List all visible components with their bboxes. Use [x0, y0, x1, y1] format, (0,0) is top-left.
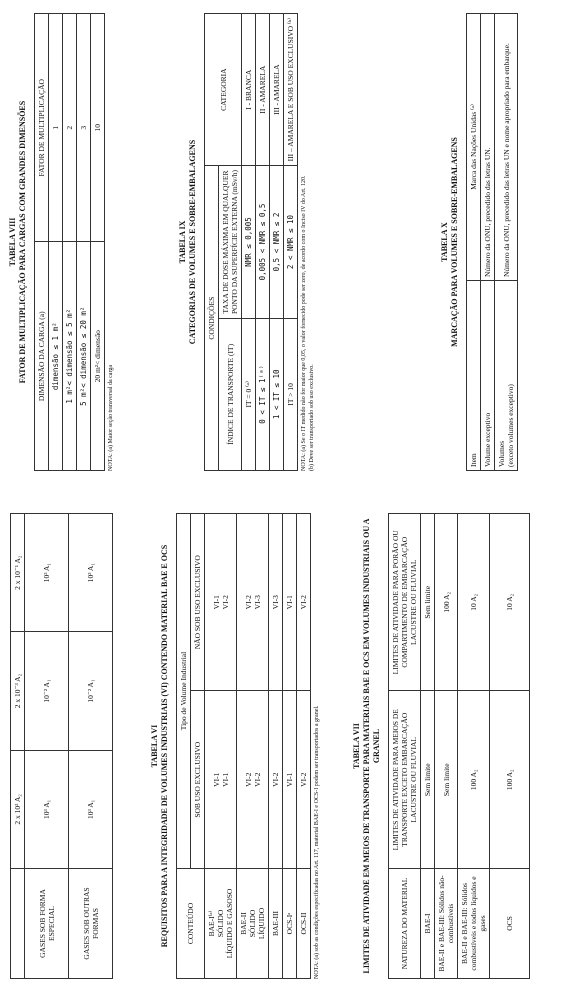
table-row: [256, 14, 270, 471]
column-header: FATOR DE MULTIPLICAÇÃO: [35, 14, 49, 243]
table-cell: dimensão ≤ 1 m²: [49, 242, 63, 471]
table-cell: BAE-II e BAE-III: Sólidos combustíveis e todos líquidos e gases: [458, 869, 490, 979]
table-row: [49, 14, 63, 471]
table-cell: VI-1: [283, 691, 297, 869]
table-cell: 100 A₂: [490, 691, 530, 869]
table-row: [237, 514, 269, 979]
table-cell: VI-2: [297, 691, 311, 869]
table-cell: IT = 0 ⁽ᵃ⁾: [242, 318, 256, 470]
table-ix-title: TABELA IX: [178, 220, 187, 264]
table-cell: 2 x 10⁻³ A₂: [11, 632, 25, 750]
column-header: NATUREZA DO MATERIAL: [389, 869, 421, 979]
table-cell: VI-2: [269, 691, 283, 869]
table-row: [458, 514, 490, 979]
table-cell: BAE-II SÓLIDO LÍQUIDO: [237, 869, 269, 979]
table-cell: VI-1 VI-2: [205, 514, 237, 692]
table-cell: NMR ≤ 0,005: [242, 166, 256, 318]
table-row: [242, 14, 256, 471]
table-row: [205, 514, 237, 979]
table-x-title: TABELA X: [440, 222, 449, 262]
table-cell: 2 x 10³ A₂: [11, 750, 25, 868]
table-cell: 0,005 < NMR ≤ 0,5: [256, 166, 270, 318]
table-cell: Número da ONU, precedido das letras UN e nome apropriado para embarque.: [495, 14, 518, 281]
table-cell: OCS-II: [297, 869, 311, 979]
table-cell: 20 m²< dimensão: [91, 242, 105, 471]
table-cell: 10³ A₁: [25, 514, 69, 632]
table-row: [35, 14, 49, 471]
table-cell: Sem limite: [435, 691, 458, 869]
table-cell: 0 < IT ≤ 1⁽ᵃ⁾: [256, 318, 270, 470]
table-cell: 0,5 < NMR ≤ 2: [270, 166, 284, 318]
table-cell: Sem limite: [421, 514, 435, 692]
table-cell: BAE-III: [269, 869, 283, 979]
table-cell: 3: [77, 14, 91, 243]
column-header: DIMENSÃO DA CARGA (a): [35, 242, 49, 471]
table-row: [467, 14, 481, 471]
table-row: [69, 514, 113, 979]
table-row: [270, 14, 284, 471]
table-cell: 2: [63, 14, 77, 243]
table-row: [91, 14, 105, 471]
table-cell: 10⁻² A₁: [25, 632, 69, 750]
table-ix-note-a: NOTA: (a) Se o IT medido não for maior que 0,05, o valor fornecido pode ser zero, de acordo com o Inciso IV do Art. 120.: [301, 175, 307, 471]
table-cell: 10⁻² A₁: [69, 632, 113, 750]
table-vi-subtitle: REQUISITOS PARA A INTEGRIDADE DE VOLUMES INDUSTRIAIS (VI) CONTENDO MATERIAL BAE E OCS: [160, 544, 169, 948]
column-header: NÃO SOB USO EXCLUSIVO: [191, 514, 205, 692]
table-cell: 10: [91, 14, 105, 243]
table-cell: [11, 869, 25, 979]
table-cell: 5 m²< dimensão ≤ 20 m²: [77, 242, 91, 471]
table-row: [177, 514, 191, 979]
column-header: LIMITES DE ATIVIDADE PARA MEIOS DE TRANSPORTE EXCETO EMBARCAÇÃO LACUSTRE OU FLUVIAL: [389, 691, 421, 869]
table-cell: 10³ A₁: [69, 514, 113, 632]
table-ix-section: [178, 13, 316, 471]
page-header-table: [10, 513, 113, 979]
column-header: CATEGORIA: [205, 14, 242, 166]
table-cell: VI-2 VI-2: [237, 691, 269, 869]
table-cell: BAE-I⁽ᵃ⁾ SÓLIDO LÍQUIDO E GASOSO: [205, 869, 237, 979]
table-row: [269, 514, 283, 979]
table-x-subtitle: MARCAÇÃO PARA VOLUMES E SOBRE-EMBALAGENS: [450, 137, 459, 347]
table-cell: 10³ A₁: [69, 750, 113, 868]
table-cell: Número da ONU, precedido das letras UN.: [481, 14, 495, 281]
table-ix-subtitle: CATEGORIAS DE VOLUMES E SOBRE-EMBALAGENS: [188, 139, 197, 345]
table-x-section: [440, 13, 518, 471]
table-row: [205, 14, 219, 471]
table-cell: III - AMARELA: [270, 14, 284, 166]
column-header: Tipo de Volume Industrial: [177, 514, 191, 869]
table-cell: 1: [49, 14, 63, 243]
table-cell: OCS-Iᵃ: [283, 869, 297, 979]
table-viii-subtitle: FATOR DE MULTIPLICAÇÃO PARA CARGAS COM GRANDES DIMENSÕES: [18, 100, 27, 384]
column-header: ÍNDICE DE TRANSPORTE (IT): [219, 318, 242, 470]
table-cell: 1 m²< dimensão ≤ 5 m²: [63, 242, 77, 471]
column-header: CONTEÚDO: [177, 869, 205, 979]
table-row: [490, 514, 530, 979]
table-row: [25, 514, 69, 979]
table-ix: [204, 13, 298, 471]
table-vi-note: NOTA: (a) sob as condições especificadas no Art. 117, material BAE-I e OCS-I podem ser transportados a granel.: [314, 705, 320, 979]
table-cell: Volumes (exceto volumes exceptivo): [495, 281, 518, 471]
table-viii-section: [8, 13, 116, 471]
column-header: LIMITES DE ATIVIDADE PARA PORÃO OU COMPARTIMENTO DE EMBARCAÇÃO LACUSTRE OU FLUVIAL: [389, 514, 421, 692]
table-cell: VI-3: [269, 514, 283, 692]
table-cell: VI-2: [297, 514, 311, 692]
table-vi: [176, 513, 311, 979]
table-cell: VI-1 VI-1: [205, 691, 237, 869]
table-cell: Sem limite: [421, 691, 435, 869]
table-cell: BAE-II e BAE-III: Sólidos não-combustíveis: [435, 869, 458, 979]
table-cell: VI-2 VI-3: [237, 514, 269, 692]
table-row: [495, 14, 518, 471]
table-cell: BAE-I: [421, 869, 435, 979]
table-vii: [388, 513, 530, 979]
table-vii-title: TABELA VII: [352, 723, 361, 769]
table-row: [63, 14, 77, 471]
table-cell: 100 A₂: [458, 691, 490, 869]
table-viii: [34, 13, 105, 471]
table-cell: 2 x 10⁻¹ A₂: [11, 514, 25, 632]
table-cell: OCS: [490, 869, 530, 979]
table-row: [11, 514, 25, 979]
table-cell: 10 A₂: [458, 514, 490, 692]
table-cell: 10 A₂: [490, 514, 530, 692]
table-vi-section: [150, 513, 322, 979]
table-vii-subtitle: LIMITES DE ATIVIDADE EM MEIOS DE TRANSPORTE PARA MATERIAIS BAE E OCS EM VOLUMES INDUSTRIAIS OU A GRANEL: [362, 518, 381, 974]
table-cell: IT > 10: [284, 318, 298, 470]
column-header: CONDIÇÕES: [205, 166, 219, 471]
column-header: SOB USO EXCLUSIVO: [191, 691, 205, 869]
table-ix-note-b: (b) Deve ser transportado sob uso exclusivo.: [308, 364, 315, 471]
table-viii-note: NOTA: (a) Maior seção transversal da carga: [108, 364, 114, 471]
table-row: [297, 514, 311, 979]
table-cell: GASES SOB FORMA ESPECIAL: [25, 869, 69, 979]
table-cell: 2 < NMR ≤ 10: [284, 166, 298, 318]
table-vi-title: TABELA VI: [150, 724, 159, 768]
table-row: [481, 14, 495, 471]
table-row: [389, 514, 421, 979]
table-x: [466, 13, 518, 471]
column-header: Marca das Nações Unidas ⁽ᵃ⁾: [467, 14, 481, 281]
table-vii-section: [352, 513, 530, 979]
column-header: Item: [467, 281, 481, 471]
table-row: [284, 14, 298, 471]
table-viii-title: TABELA VIII: [8, 217, 17, 267]
table-cell: Volume exceptivo: [481, 281, 495, 471]
table-cell: 1 < IT ≤ 10: [270, 318, 284, 470]
table-cell: I - BRANCA: [242, 14, 256, 166]
table-row: [77, 14, 91, 471]
table-cell: VI-1: [283, 514, 297, 692]
table-cell: II - AMARELA: [256, 14, 270, 166]
table-row: [421, 514, 435, 979]
table-row: [435, 514, 458, 979]
column-header: TAXA DE DOSE MÁXIMA EM QUALQUER PONTO DA SUPERFÍCIE EXTERNA (mSv/h): [219, 166, 242, 318]
table-row: [283, 514, 297, 979]
table-cell: 100 A₂: [435, 514, 458, 692]
table-cell: III – AMARELA E SOB USO EXCLUSIVO ⁽ᵇ⁾: [284, 14, 298, 166]
table-cell: GASES SOB OUTRAS FORMAS: [69, 869, 113, 979]
table-cell: 10³ A₁: [25, 750, 69, 868]
